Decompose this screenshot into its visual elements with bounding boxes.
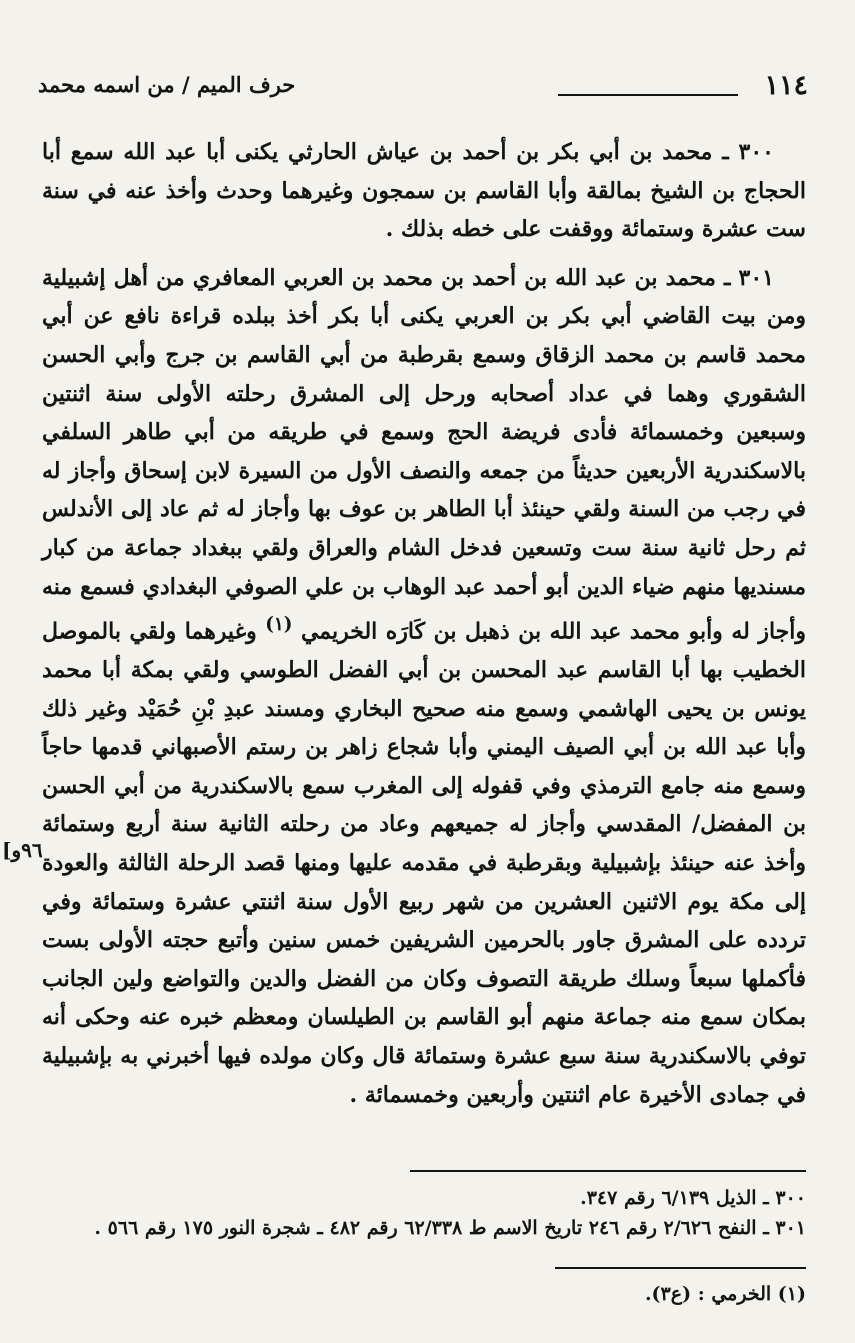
sources-rule: [410, 1170, 806, 1172]
margin-folio-note: ٩٦و]: [2, 838, 43, 862]
footnote-rule: [555, 1267, 806, 1269]
page-header: [38, 68, 808, 108]
source-line: ٣٠١ ـ النفح ٢/٦٢٦ رقم ٢٤٦ تاريخ الاسم ط ٦٢/٣٣٨ رقم ٤٨٢ ـ شجرة النور ١٧٥ رقم ٥٦٦ .: [94, 1217, 806, 1239]
footnote-mark: (١): [265, 614, 293, 636]
entry-number: ٣٠١: [738, 264, 774, 291]
source-line: ٣٠٠ ـ الذيل ٦/١٣٩ رقم ٣٤٧.: [580, 1187, 806, 1209]
header-rule: [558, 94, 738, 96]
entry-text: ـ محمد بن أبي بكر بن أحمد بن عياش الحارثي يكنى أبا عبد الله سمع أبا الحجاج بن الشيخ بمالقة وأبا القاسم بن سمجون وغيرهما وحدث وأخذ عنه في سنة ست عشرة وستمائة ووقفت على خطه بذلك .: [42, 139, 806, 243]
entry-text: ـ محمد بن عبد الله بن أحمد بن محمد بن العربي المعافري من أهل إشبيلية ومن بيت القاضي أبي بكر بن العربي يكنى أبا بكر أخذ ببلده قراءة نافع عن أبي محمد قاسم بن محمد الزقاق وسمع بقرطبة من أبي القاسم بن جرج وأبي الحسن الشقوري وهما في عداد أصحابه ورحل إلى المشرق رحلته الأولى سنة اثنتين وسبعين وخمسمائة فأدى فريضة الحج وسمع في طريقه من أبي طاهر السلفي بالاسكندرية الأربعين حديثاً من جمعه والنصف الأول من السيرة لابن إسحاق وأجاز له في رجب من السنة ولقي حينئذ أبا الطاهر بن عوف بها وأجاز له ثم عاد إلى الأندلس ثم رحل ثانية سنة ست وتسعين فدخل الشام والعراق ولقي ببغداد جماعة من كبار مسنديها منهم ضياء الدين أبو أحمد عبد الوهاب بن علي الصوفي البغدادي فسمع منه وأجاز له وأبو محمد عبد الله بن ذهبل بن كَارَه الخريمي: [42, 264, 806, 645]
entry-text-continued: وغيرهما ولقي بالموصل الخطيب بها أبا القاسم عبد المحسن بن أبي الفضل الطوسي ولقي بمكة أبا محمد يونس بن يحيى الهاشمي وسمع منه صحيح البخاري ومسند عبدِ بْنِ حُمَيْد وغير ذلك وأبا عبد الله بن أبي الصيف اليمني وأبا شجاع زاهر بن رستم الأصبهاني قدمها حاجاً وسمع منه جامع الترمذي وفي قفوله إلى المغرب سمع بالاسكندرية من أبي الحسن بن المفضل/ المقدسي وأجاز له جميعهم وعاد من رحلته الثانية سنة أربع وستمائة وأخذ عنه حينئذ بإشبيلية وبقرطبة في مقدمه عليها ومنها قصد الرحلة الثالثة والعودة إلى مكة يوم الاثنين العشرين من شهر ربيع الأول سنة اثنتي عشرة وستمائة وفي تردده على المشرق جاور بالحرمين الشريفين خمس سنين وأتبع حجته الأولى بست فأكملها سبعاً وسلك طريقة التصوف وكان من الفضل والدين والتواضع ولين الجانب بمكان سمع منه جماعة منهم أبو القاسم بن الطيلسان ومعظم خبره عنه وحكى أنه توفي بالاسكندرية سنة سبع عشرة وستمائة قال وكان مولده فيها أخبرني به بإشبيلية في جمادى الأخيرة عام اثنتين وأربعين وخمسمائة .: [42, 618, 806, 1108]
entry-301: [42, 259, 806, 1114]
page-number: ١١٤: [764, 70, 808, 101]
entry-300: [42, 133, 806, 249]
sources-block: [42, 1183, 806, 1243]
main-text: [42, 133, 806, 1124]
running-head: حرف الميم / من اسمه محمد: [38, 72, 296, 97]
entry-number: ٣٠٠: [738, 139, 774, 165]
footnote: (١) الخرمي : (ع٣).: [644, 1283, 806, 1305]
